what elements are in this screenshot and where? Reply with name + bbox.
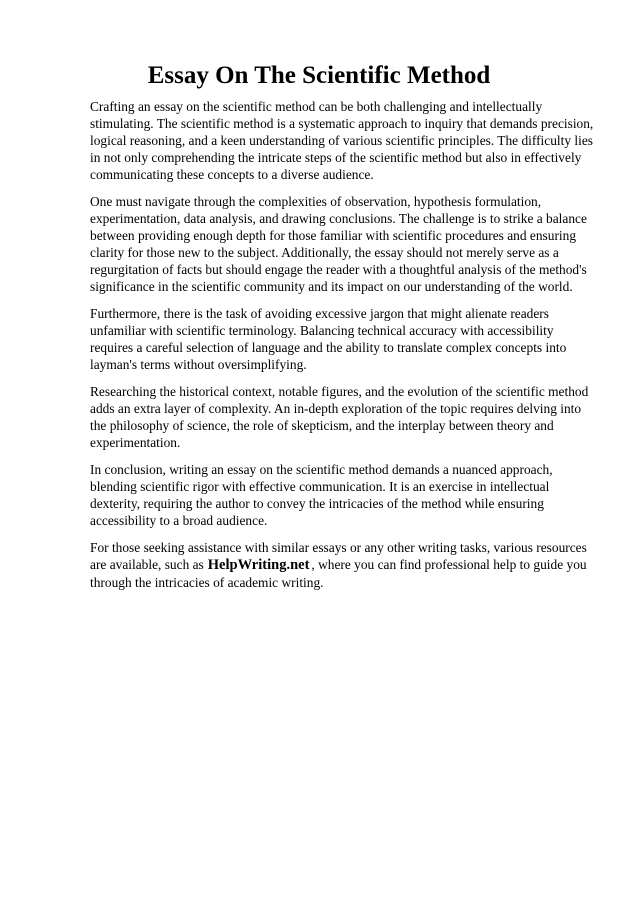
closing-text-before-link: For those seeking assistance with similar essays or any other writing tasks, various resources are available, such as bbox=[90, 540, 587, 572]
paragraph-1: Crafting an essay on the scientific method can be both challenging and intellectually stimulating. The scientific method is a systematic approach to inquiry that demands precision, logical reasoning, and a keen understanding of various scientific principles. The difficulty lies in not only comprehending the intricate steps of the scientific method but also in effectively communicating these concepts to a diverse audience. bbox=[90, 99, 594, 182]
essay-body bbox=[90, 98, 595, 601]
paragraph-5: In conclusion, writing an essay on the scientific method demands a nuanced approach, blending scientific rigor with effective communication. It is an exercise in intellectual dexterity, requiring the author to convey the intricacies of the method while ensuring accessibility to a broad audience. bbox=[90, 462, 553, 528]
page-title: Essay On The Scientific Method bbox=[147, 62, 491, 89]
closing-text-after-link: , where you can find professional help to guide you through the intricacies of academic writing. bbox=[90, 557, 587, 590]
closing-paragraph bbox=[90, 539, 595, 591]
helpwriting-link[interactable]: HelpWriting.net bbox=[207, 557, 310, 573]
paragraph-4: Researching the historical context, notable figures, and the evolution of the scientific method adds an extra layer of complexity. An in-depth exploration of the topic requires delving into the philosophy of science, the role of skepticism, and the interplay between theory and experimentation. bbox=[90, 384, 589, 450]
paragraph-3: Furthermore, there is the task of avoiding excessive jargon that might alienate readers unfamiliar with scientific terminology. Balancing technical accuracy with accessibility requires a careful selection of language and the ability to translate complex concepts into layman's terms without oversimplifying. bbox=[90, 306, 567, 372]
paragraph-2: One must navigate through the complexities of observation, hypothesis formulation, experimentation, data analysis, and drawing conclusions. The challenge is to strike a balance between providing enough depth for those familiar with scientific procedures and ensuring clarity for those new to the subject. Additionally, the essay should not merely serve as a regurgitation of facts but should engage the reader with a thoughtful analysis of the method's significance in the scientific community and its impact on our understanding of the world. bbox=[90, 194, 587, 294]
